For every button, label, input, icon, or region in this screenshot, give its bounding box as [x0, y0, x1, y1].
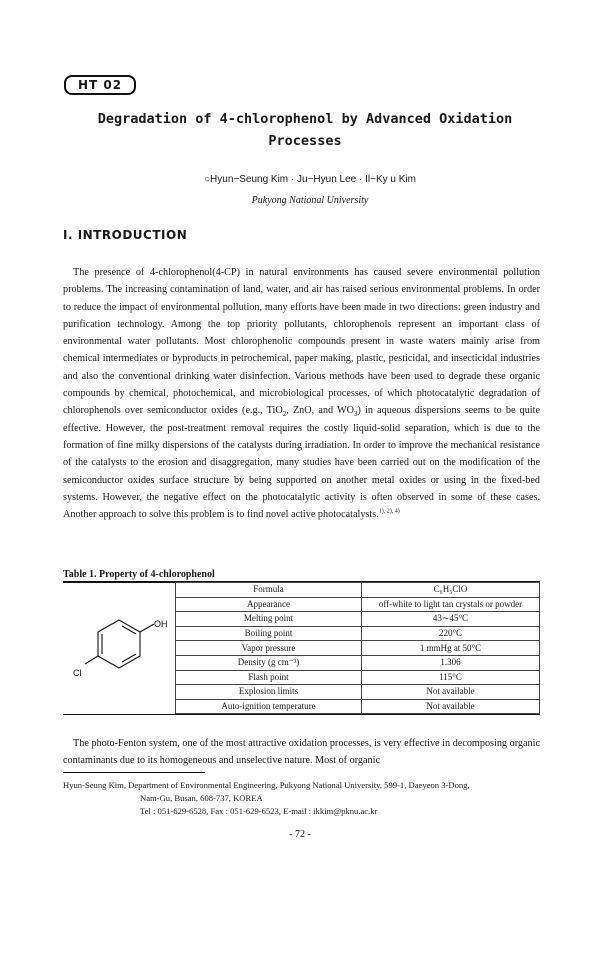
photo-fenton-paragraph: The photo-Fenton system, one of the most attractive oxidation processes, is very effective in decomposing organic contaminants due to its homogeneous and unselective nature. Most of organic — [63, 738, 540, 767]
oh-label: OH — [154, 619, 168, 629]
section-heading-introduction: Ⅰ. INTRODUCTION — [63, 228, 188, 242]
table-bottom-rule — [63, 714, 540, 715]
property-name: Appearance — [176, 597, 362, 612]
property-name: Density (g cm⁻³) — [176, 655, 362, 670]
benzene-ring — [98, 620, 140, 668]
property-name: Vapor pressure — [176, 641, 362, 656]
table-row — [176, 685, 540, 700]
footnote-line-2: Nam-Gu, Busan, 608-737, KOREA — [140, 793, 263, 803]
title-line-1: Degradation of 4-chlorophenol by Advanced Oxidation — [97, 111, 513, 127]
property-value: C₆H₅ClO — [362, 583, 540, 598]
cl-bond — [85, 656, 98, 664]
session-code-badge: HT 02 — [64, 75, 136, 95]
footnote-line-1: Hyun-Seung Kim, Department of Environmental Engineering, Pukyong National University, 599-1, Daeyeon 3-Dong, — [63, 780, 470, 790]
table-row — [176, 670, 540, 685]
intro-text-b: , ZnO, and WO — [286, 405, 354, 417]
footnote-line-3: Tel : 051-629-6528, Fax : 051-629-6523, E-mail : ikkim@pknu.ac.kr — [140, 806, 378, 816]
subscript-3: 3 — [354, 410, 358, 419]
property-name: Flash point — [176, 670, 362, 685]
property-value: 43∼45°C — [362, 612, 540, 627]
property-value: Not available — [362, 699, 540, 714]
property-name: Auto-ignition temperature — [176, 699, 362, 714]
property-table — [175, 582, 540, 714]
intro-text-c: ) in aqueous dispersions seems to be quite effective. However, the post-treatment removal requires the costly liquid-solid separation, which is due to the formation of fine milky dispersions of the catalysts during irradiation. In order to improve the mechanical resistance of the catalysts to the erosion and disaggregation, many studies have been carried out on the modification of the semiconductor oxides surface structure by being supported on another metal oxides or using in the fixed-bed systems. However, the negative effect on the photocatalytic activity is often observed in some of these cases. Another approach to solve this problem is to find novel active photocatalysts. — [63, 405, 540, 521]
property-value: Not available — [362, 685, 540, 700]
affiliation: Pukyong National University — [251, 195, 369, 206]
table-caption: Table 1. Property of 4-chlorophenol — [63, 569, 215, 580]
paper-title — [40, 108, 570, 152]
authors: ○Hyun−Seung Kim · Ju−Hyun Lee · Il−Ky u Kim — [204, 174, 416, 185]
table-row — [176, 597, 540, 612]
intro-paragraph — [63, 264, 540, 523]
table-row — [176, 583, 540, 598]
property-name: Boiling point — [176, 626, 362, 641]
property-name: Formula — [176, 583, 362, 598]
property-name: Explosion limits — [176, 685, 362, 700]
table-row — [176, 641, 540, 656]
property-value: off-white to light tan crystals or powder — [362, 597, 540, 612]
oh-bond — [140, 624, 154, 632]
table-row — [176, 699, 540, 714]
title-line-2: Processes — [268, 133, 342, 149]
reference-marks: 1), 2), 4) — [378, 508, 400, 515]
property-value: 1.306 — [362, 655, 540, 670]
subscript-2: 2 — [282, 410, 287, 419]
footnote-separator — [63, 772, 205, 773]
table-row — [176, 612, 540, 627]
property-name: Melting point — [176, 612, 362, 627]
property-value: 1 mmHg at 50°C — [362, 641, 540, 656]
cl-label: Cl — [73, 668, 82, 678]
table-row — [176, 655, 540, 670]
property-value: 220°C — [362, 626, 540, 641]
page-number: - 72 - — [289, 829, 311, 840]
property-value: 115°C — [362, 670, 540, 685]
table-row — [176, 626, 540, 641]
chlorophenol-structure-diagram — [63, 582, 175, 714]
intro-text-a: The presence of 4-chlorophenol(4-CP) in natural environments has caused severe environmental pollution problems. The increasing contamination of land, water, and air has raised serious environmental problems. In order to reduce the impact of environmental pollution, many efforts have been made in two directions: green industry and purification technology. Among the top priority pollutants, chlorophenols represent an important class of environmental water pollutants. Most chlorophenolic compounds present in waste waters mainly arise from chemical intermediates or byproducts in petrochemical, paper making, plastic, pesticidal, and insecticidal industries and also the conventional drinking water disinfection. Various methods have been used to degrade these organic compounds by chemical, photochemical, and microbiological processes, of which photocatalytic degradation of chlorophenols over semiconductor oxides (e.g., TiO — [63, 267, 540, 417]
